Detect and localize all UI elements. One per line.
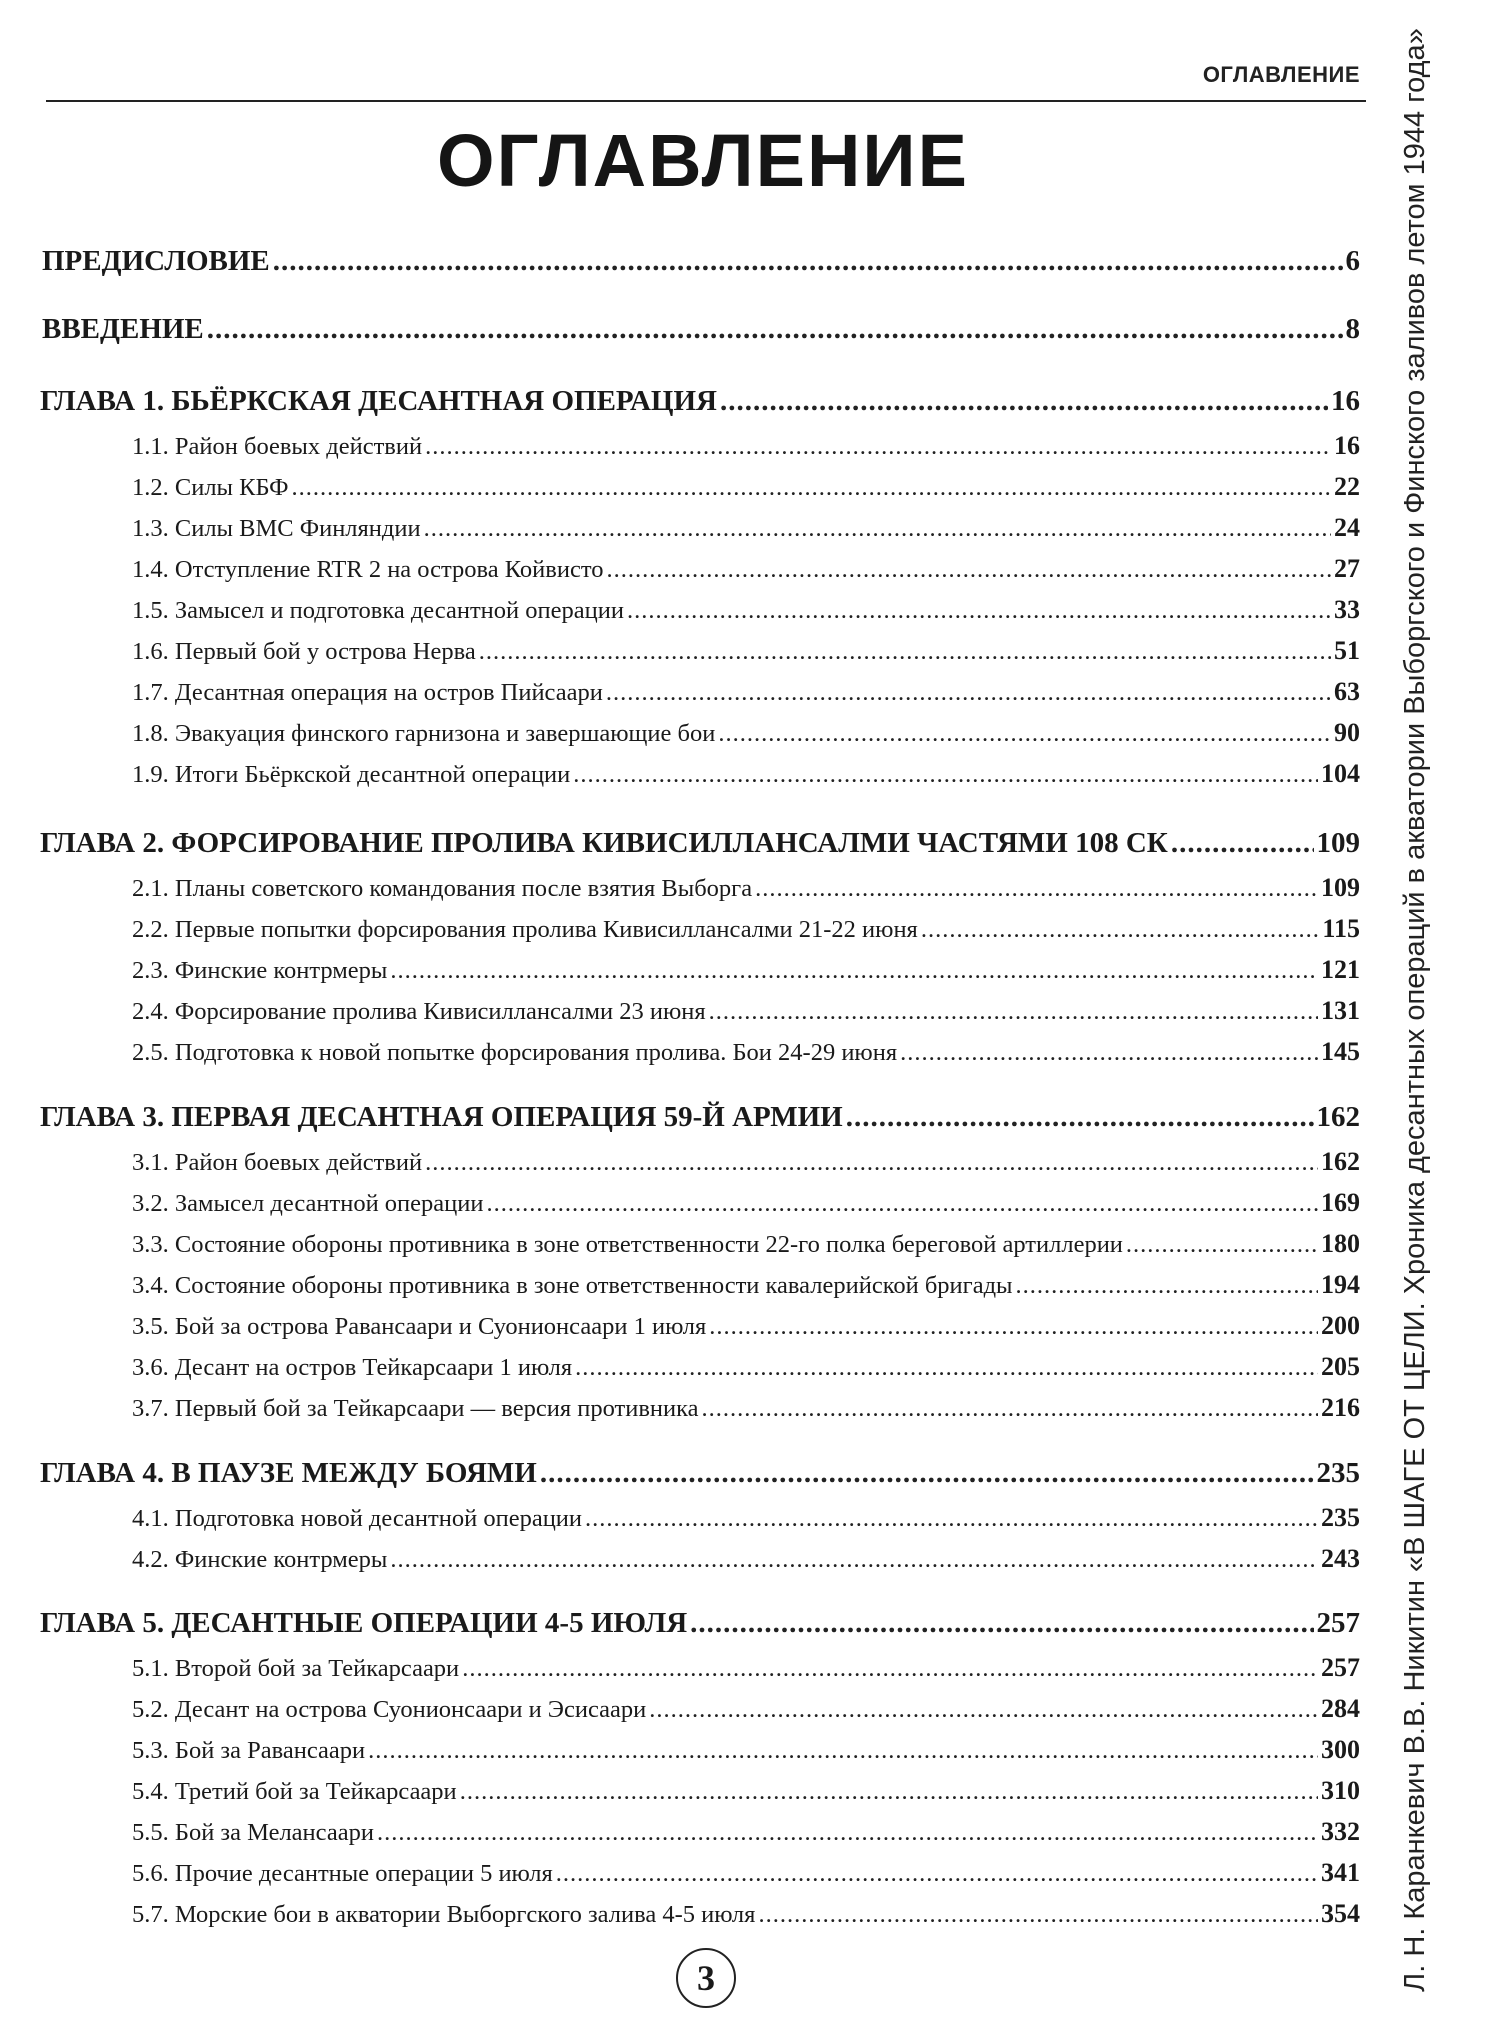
toc-chapter-2[interactable] [40,827,1360,860]
section-title: 5.5. Бой за Мелансаари [132,1819,374,1846]
section-title: 2.5. Подготовка к новой попытке форсирования пролива. Бои 24-29 июня [132,1039,898,1066]
section-title: 1.6. Первый бой у острова Нерва [132,638,476,665]
toc-chapter-1[interactable] [40,385,1360,418]
section-title: 4.1. Подготовка новой десантной операции [132,1505,583,1532]
section-page: 131 [1321,996,1360,1025]
section-title: 5.1. Второй бой за Тейкарсаари [132,1655,460,1682]
dot-leader [424,515,1331,543]
chapter-page: 162 [1316,1101,1360,1133]
dot-leader [479,638,1331,666]
chapter-page: 235 [1316,1457,1360,1489]
toc-section[interactable] [132,873,1360,903]
dot-leader [627,597,1331,625]
section-page: 300 [1321,1735,1360,1764]
section-title: 1.2. Силы КБФ [132,474,289,501]
dot-leader [1171,827,1314,860]
section-page: 354 [1321,1899,1360,1928]
dot-leader [368,1737,1318,1765]
section-page: 162 [1321,1147,1360,1176]
section-page: 63 [1334,677,1360,706]
section-page: 310 [1321,1776,1360,1805]
section-page: 51 [1334,636,1360,665]
toc-section[interactable] [132,1653,1360,1683]
section-title: 3.7. Первый бой за Тейкарсаари — версия противника [132,1395,699,1422]
section-title: 3.4. Состояние обороны противника в зоне ответственности кавалерийской бригады [132,1272,1013,1299]
toc-section[interactable] [132,677,1360,707]
dot-leader [273,245,1343,278]
section-page: 216 [1321,1393,1360,1422]
dot-leader [556,1860,1318,1888]
section-page: 104 [1321,759,1360,788]
section-title: 3.5. Бой за острова Равансаари и Суонионсаари 1 июля [132,1313,707,1340]
section-title: 1.9. Итоги Бьёркской десантной операции [132,761,571,788]
toc-section[interactable] [132,1544,1360,1574]
toc-section[interactable] [132,1776,1360,1806]
chapter-title: ГЛАВА 1. БЬЁРКСКАЯ ДЕСАНТНАЯ ОПЕРАЦИЯ [40,385,717,417]
toc-section[interactable] [132,718,1360,748]
dot-leader [487,1190,1319,1218]
section-title: 2.3. Финские контрмеры [132,957,388,984]
page-number [676,1948,736,2008]
toc-entry-page: 6 [1345,245,1360,277]
toc-section[interactable] [132,1037,1360,1067]
section-title: 5.7. Морские бои в акватории Выборгского залива 4-5 июля [132,1901,756,1928]
dot-leader [755,875,1318,903]
chapter-page: 16 [1331,385,1360,417]
section-page: 169 [1321,1188,1360,1217]
dot-leader [709,998,1318,1026]
dot-leader [390,1546,1318,1574]
section-page: 115 [1322,914,1360,943]
toc-entry-title: ПРЕДИСЛОВИЕ [42,245,270,277]
section-title: 3.2. Замысел десантной операции [132,1190,484,1217]
dot-leader [758,1901,1318,1929]
section-title: 1.1. Район боевых действий [132,433,423,460]
section-page: 24 [1334,513,1360,542]
toc-section[interactable] [132,1694,1360,1724]
toc-section[interactable] [132,1817,1360,1847]
toc-entry-introduction[interactable] [42,313,1360,346]
toc-section[interactable] [132,595,1360,625]
toc-section[interactable] [132,955,1360,985]
dot-leader [900,1039,1318,1067]
dot-leader [846,1101,1314,1134]
dot-leader [606,679,1331,707]
section-page: 33 [1334,595,1360,624]
section-page: 22 [1334,472,1360,501]
section-page: 200 [1321,1311,1360,1340]
section-page: 145 [1321,1037,1360,1066]
chapter-page: 109 [1316,827,1360,859]
dot-leader [921,916,1320,944]
section-title: 5.4. Третий бой за Тейкарсаари [132,1778,457,1805]
running-header: ОГЛАВЛЕНИЕ [1202,62,1360,87]
chapter-title: ГЛАВА 4. В ПАУЗЕ МЕЖДУ БОЯМИ [40,1457,537,1489]
dot-leader [425,1149,1318,1177]
toc-section[interactable] [132,1188,1360,1218]
section-title: 1.8. Эвакуация финского гарнизона и завершающие бои [132,720,716,747]
toc-chapter-4[interactable] [40,1457,1360,1490]
toc-section[interactable] [132,554,1360,584]
toc-section[interactable] [132,759,1360,789]
toc-section[interactable] [132,1899,1360,1929]
dot-leader [573,761,1318,789]
section-page: 235 [1321,1503,1360,1532]
section-page: 332 [1321,1817,1360,1846]
section-page: 180 [1321,1229,1360,1258]
dot-leader [1016,1272,1318,1300]
chapter-title: ГЛАВА 5. ДЕСАНТНЫЕ ОПЕРАЦИИ 4-5 ИЮЛЯ [40,1607,688,1639]
chapter-title: ГЛАВА 3. ПЕРВАЯ ДЕСАНТНАЯ ОПЕРАЦИЯ 59-Й АРМИИ [40,1101,843,1133]
chapter-title: ГЛАВА 2. ФОРСИРОВАНИЕ ПРОЛИВА КИВИСИЛЛАНСАЛМИ ЧАСТЯМИ 108 СК [40,827,1168,859]
dot-leader [425,433,1331,461]
section-title: 2.2. Первые попытки форсирования пролива Кивисиллансалми 21-22 июня [132,916,918,943]
dot-leader [540,1457,1314,1490]
section-page: 16 [1334,431,1360,460]
section-page: 257 [1321,1653,1360,1682]
section-title: 1.7. Десантная операция на остров Пийсаари [132,679,603,706]
toc-section[interactable] [132,996,1360,1026]
dot-leader [390,957,1318,985]
chapter-page: 257 [1316,1607,1360,1639]
toc-entry-preface[interactable] [42,245,1360,278]
toc-section[interactable] [132,1735,1360,1765]
toc-section[interactable] [132,636,1360,666]
dot-leader [207,313,1343,346]
section-page: 284 [1321,1694,1360,1723]
toc-entry-title: ВВЕДЕНИЕ [42,313,204,345]
dot-leader [720,385,1328,418]
section-title: 5.3. Бой за Равансаари [132,1737,366,1764]
toc-section[interactable] [132,1229,1360,1259]
section-title: 5.6. Прочие десантные операции 5 июля [132,1860,553,1887]
section-page: 341 [1321,1858,1360,1887]
toc-section[interactable] [132,1147,1360,1177]
section-title: 3.3. Состояние обороны противника в зоне ответственности 22-го полка береговой артиллерии [132,1231,1123,1258]
toc-chapter-3[interactable] [40,1101,1360,1134]
dot-leader [709,1313,1318,1341]
section-page: 90 [1334,718,1360,747]
toc-entry-page: 8 [1345,313,1360,345]
toc-section[interactable] [132,513,1360,543]
dot-leader [377,1819,1318,1847]
dot-leader [649,1696,1318,1724]
section-title: 2.4. Форсирование пролива Кивисиллансалми 23 июня [132,998,706,1025]
dot-leader [585,1505,1318,1533]
section-page: 205 [1321,1352,1360,1381]
section-title: 1.4. Отступление RTR 2 на острова Койвисто [132,556,604,583]
page-number-value: 3 [697,1958,715,1998]
section-title: 3.6. Десант на остров Тейкарсаари 1 июля [132,1354,573,1381]
section-title: 1.3. Силы ВМС Финляндии [132,515,421,542]
section-title: 2.1. Планы советского командования после взятия Выборга [132,875,753,902]
toc-chapter-5[interactable] [40,1607,1360,1640]
section-page: 243 [1321,1544,1360,1573]
toc-section[interactable] [132,1393,1360,1423]
section-page: 109 [1321,873,1360,902]
page-title: ОГЛАВЛЕНИЕ [437,119,969,202]
side-running-title: Л. Н. Каранкевич В.В. Никитин «В ШАГЕ ОТ ЦЕЛИ. Хроника десантных операций в акватории Выборгского и Финского заливов летом 1944 года» [1398,28,1431,1992]
section-title: 1.5. Замысел и подготовка десантной операции [132,597,624,624]
toc-section[interactable] [132,1503,1360,1533]
section-title: 5.2. Десант на острова Суонионсаари и Эсисаари [132,1696,647,1723]
toc-section[interactable] [132,1311,1360,1341]
toc-section[interactable] [132,431,1360,461]
dot-leader [718,720,1331,748]
toc-section[interactable] [132,1352,1360,1382]
toc-section[interactable] [132,472,1360,502]
dot-leader [575,1354,1318,1382]
dot-leader [460,1778,1318,1806]
dot-leader [690,1607,1313,1640]
section-title: 4.2. Финские контрмеры [132,1546,388,1573]
toc-section[interactable] [132,1270,1360,1300]
dot-leader [606,556,1331,584]
dot-leader [292,474,1331,502]
section-page: 121 [1321,955,1360,984]
section-page: 27 [1334,554,1360,583]
section-page: 194 [1321,1270,1360,1299]
dot-leader [462,1655,1318,1683]
toc-section[interactable] [132,914,1360,944]
toc-section[interactable] [132,1858,1360,1888]
dot-leader [702,1395,1318,1423]
section-title: 3.1. Район боевых действий [132,1149,423,1176]
dot-leader [1126,1231,1318,1259]
